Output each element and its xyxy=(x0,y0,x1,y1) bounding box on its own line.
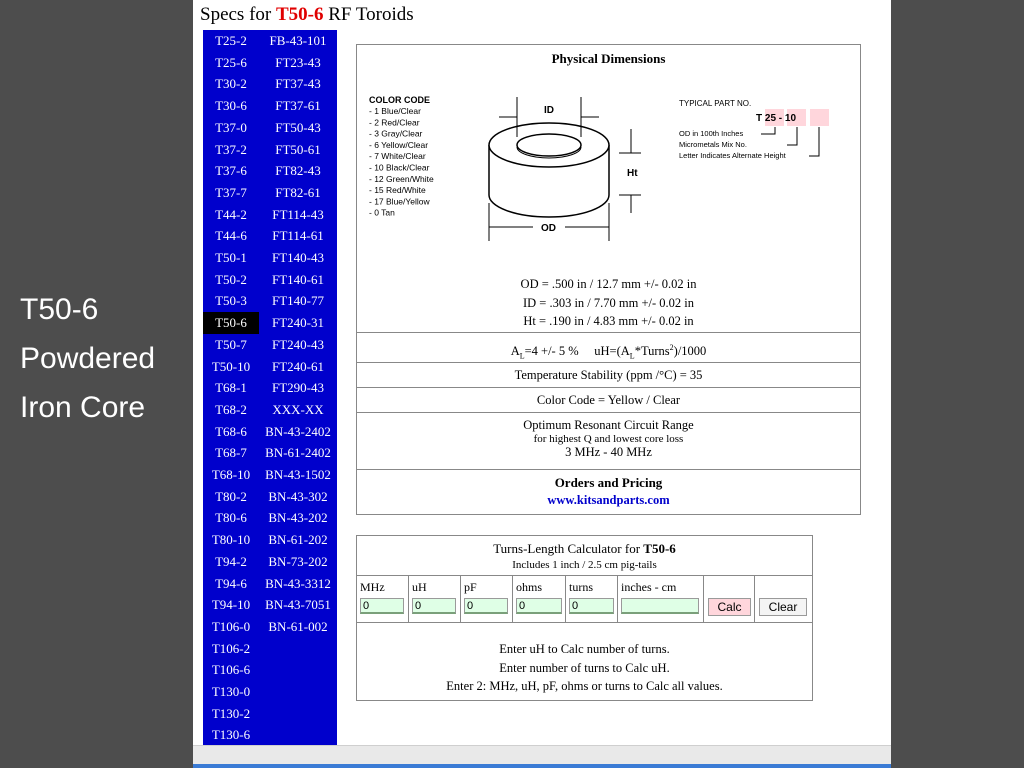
typical-part-title: TYPICAL PART NO. xyxy=(679,99,752,108)
nav-row xyxy=(203,247,337,269)
part-note-mix: Micrometals Mix No. xyxy=(679,140,747,149)
turns-label: turns xyxy=(569,580,593,594)
color-code-item: - 3 Gray/Clear xyxy=(369,128,423,139)
nav-link-t68-7[interactable]: T68-7 xyxy=(215,445,247,461)
nav-link-t50-3[interactable]: T50-3 xyxy=(215,293,247,309)
nav-row xyxy=(203,95,337,117)
nav-row xyxy=(203,377,337,399)
title-suffix: RF Toroids xyxy=(328,4,414,25)
nav-link-ft140-77[interactable]: FT140-77 xyxy=(272,293,324,309)
instruction-2: Enter number of turns to Calc uH. xyxy=(499,660,670,675)
nav-row xyxy=(203,117,337,139)
nav-row xyxy=(203,442,337,464)
uh-label: uH xyxy=(412,580,427,594)
nav-row xyxy=(203,225,337,247)
scrollbar-thumb[interactable] xyxy=(193,764,891,768)
nav-row xyxy=(203,182,337,204)
nav-link-bn-73-202[interactable]: BN-73-202 xyxy=(268,553,328,569)
nav-row xyxy=(203,399,337,421)
toroid-diagram xyxy=(357,45,860,275)
nav-row xyxy=(203,356,337,378)
uh-input[interactable] xyxy=(412,598,456,614)
caption-line-2: Powdered xyxy=(20,342,156,375)
nav-row xyxy=(203,616,337,638)
caption-line-1: T50-6 xyxy=(20,293,99,326)
ohms-label: ohms xyxy=(516,580,543,594)
pf-cell xyxy=(461,576,513,622)
color-code-item: - 6 Yellow/Clear xyxy=(369,139,429,150)
calculator-title: Turns-Length Calculator for T50-6 xyxy=(493,541,676,556)
nav-link-bn-61-2402[interactable]: BN-61-2402 xyxy=(265,445,331,461)
color-code-item: - 12 Green/White xyxy=(369,173,434,184)
mhz-input[interactable] xyxy=(360,598,404,614)
nav-row xyxy=(203,73,337,95)
clear-cell xyxy=(755,576,812,622)
typical-part-number: T 25 - 10 xyxy=(756,113,797,124)
nav-row xyxy=(203,659,337,681)
calculator-instructions xyxy=(357,640,812,696)
nav-link-t80-2[interactable]: T80-2 xyxy=(215,488,247,504)
nav-row xyxy=(203,507,337,529)
id-label: ID xyxy=(544,105,554,116)
nav-link-t68-10[interactable]: T68-10 xyxy=(211,467,251,482)
part-navigation xyxy=(203,30,337,746)
length-cell xyxy=(618,576,704,622)
nav-row xyxy=(203,52,337,74)
color-code-item: - 15 Red/White xyxy=(369,185,426,196)
clear-button[interactable]: Clear xyxy=(759,598,807,616)
nav-link-t25-2[interactable]: T25-2 xyxy=(215,33,247,48)
color-code-item: - 2 Red/Clear xyxy=(369,117,420,128)
nav-link-bn-61-002[interactable]: BN-61-002 xyxy=(268,618,328,634)
pf-input[interactable] xyxy=(464,598,508,614)
ht-label: Ht xyxy=(627,168,638,179)
nav-link-bn-43-1502[interactable]: BN-43-1502 xyxy=(265,467,331,482)
nav-link-bn-43-3312[interactable]: BN-43-3312 xyxy=(265,575,331,591)
kitsandparts-link[interactable]: www.kitsandparts.com xyxy=(547,493,670,507)
od-label: OD xyxy=(541,223,556,234)
nav-link-t37-0[interactable]: T37-0 xyxy=(215,119,247,135)
nav-row xyxy=(203,160,337,182)
nav-link-ft37-43[interactable]: FT37-43 xyxy=(275,76,321,92)
nav-row xyxy=(203,703,337,725)
nav-row xyxy=(203,724,337,746)
dim-ht: Ht = .190 in / 4.83 mm +/- 0.02 in xyxy=(523,314,694,328)
color-code-item: - 7 White/Clear xyxy=(369,151,426,162)
turns-length-calculator xyxy=(356,535,813,701)
dim-id: ID = .303 in / 7.70 mm +/- 0.02 in xyxy=(522,295,695,310)
nav-link-ft240-43[interactable]: FT240-43 xyxy=(272,336,324,352)
part-note-height: Letter Indicates Alternate Height xyxy=(679,151,786,160)
nav-link-t130-6[interactable]: T130-6 xyxy=(211,727,251,743)
nav-row xyxy=(203,421,337,443)
nav-row xyxy=(203,594,337,616)
nav-link-t68-6[interactable]: T68-6 xyxy=(215,423,247,439)
uh-cell xyxy=(409,576,461,622)
resonant-sub: for highest Q and lowest core loss xyxy=(533,433,684,445)
orders-row xyxy=(357,469,860,514)
nav-link-ft290-43[interactable]: FT290-43 xyxy=(272,380,324,396)
nav-link-t68-2[interactable]: T68-2 xyxy=(215,401,247,417)
nav-link-ft240-61[interactable]: FT240-61 xyxy=(272,358,324,374)
nav-link-bn-43-302[interactable]: BN-43-302 xyxy=(268,488,328,504)
nav-link-ft50-61[interactable]: FT50-61 xyxy=(275,141,321,157)
nav-row xyxy=(203,204,337,226)
nav-link-fb-43-101[interactable]: FB-43-101 xyxy=(269,33,327,48)
color-code-title: COLOR CODE xyxy=(369,95,431,105)
specs-panel xyxy=(356,44,861,515)
dimensions-block xyxy=(357,275,860,331)
nav-link-t130-2[interactable]: T130-2 xyxy=(211,705,251,721)
calc-cell xyxy=(704,576,755,622)
nav-link-ft82-43[interactable]: FT82-43 xyxy=(275,163,321,179)
nav-link-ft37-61[interactable]: FT37-61 xyxy=(275,98,321,114)
nav-link-ft140-43[interactable]: FT140-43 xyxy=(272,250,324,265)
resonant-title: Optimum Resonant Circuit Range xyxy=(523,418,694,432)
color-code-list xyxy=(369,106,434,218)
ohms-input[interactable] xyxy=(516,598,562,614)
nav-link-ft140-61[interactable]: FT140-61 xyxy=(272,271,324,287)
nav-row xyxy=(203,139,337,161)
slide-caption xyxy=(20,285,190,432)
length-input[interactable] xyxy=(621,598,699,614)
nav-link-t106-6[interactable]: T106-6 xyxy=(211,662,251,678)
nav-link-t44-6[interactable]: T44-6 xyxy=(215,228,247,244)
nav-row xyxy=(203,551,337,573)
part-note-od: OD in 100th Inches xyxy=(679,129,744,138)
nav-link-t30-2[interactable]: T30-2 xyxy=(215,76,247,92)
nav-row xyxy=(203,529,337,551)
nav-row xyxy=(203,573,337,595)
page-title xyxy=(200,4,414,26)
orders-title: Orders and Pricing xyxy=(554,475,663,490)
turns-cell xyxy=(566,576,618,622)
color-code-row: Color Code = Yellow / Clear xyxy=(357,387,860,412)
length-label: inches - cm xyxy=(621,580,677,594)
nav-row xyxy=(203,464,337,486)
nav-link-t80-10[interactable]: T80-10 xyxy=(211,532,251,548)
dim-od: OD = .500 in / 12.7 mm +/- 0.02 in xyxy=(520,277,697,291)
nav-link-t50-1[interactable]: T50-1 xyxy=(215,250,247,265)
nav-link-ft23-43[interactable]: FT23-43 xyxy=(275,54,321,70)
nav-row xyxy=(203,312,337,334)
nav-link-t37-2[interactable]: T37-2 xyxy=(215,141,247,157)
title-prefix: Specs for xyxy=(200,4,272,25)
nav-row xyxy=(203,334,337,356)
nav-link-bn-43-2402[interactable]: BN-43-2402 xyxy=(265,423,331,439)
nav-link-t37-7[interactable]: T37-7 xyxy=(215,184,247,200)
nav-link-bn-61-202[interactable]: BN-61-202 xyxy=(268,532,328,548)
browser-page xyxy=(193,0,891,768)
nav-link-ft114-61[interactable]: FT114-61 xyxy=(272,228,324,244)
calculator-subtitle: Includes 1 inch / 2.5 cm pig-tails xyxy=(512,559,657,571)
nav-link-ft114-43[interactable]: FT114-43 xyxy=(272,206,324,222)
nav-link-t50-6[interactable]: T50-6 xyxy=(203,312,259,334)
nav-link-t106-2[interactable]: T106-2 xyxy=(211,640,251,656)
al-row: $A_L=4$ +/- 5 % $uH=(A_L*Turns^2)/1000$ xyxy=(357,332,860,362)
nav-link-t106-0[interactable]: T106-0 xyxy=(211,618,251,634)
calculator-fields xyxy=(357,575,812,623)
title-part: T50-6 xyxy=(275,4,324,25)
nav-row xyxy=(203,486,337,508)
color-code-item: - 1 Blue/Clear xyxy=(369,106,421,116)
instruction-1: Enter uH to Calc number of turns. xyxy=(499,642,670,656)
ohms-cell xyxy=(513,576,566,622)
pf-label: pF xyxy=(464,580,477,594)
color-code-item: - 17 Blue/Yellow xyxy=(369,196,430,207)
resonant-range: 3 MHz - 40 MHz xyxy=(565,445,652,459)
nav-row xyxy=(203,290,337,312)
nav-link-bn-43-202[interactable]: BN-43-202 xyxy=(268,510,328,526)
nav-link-t37-6[interactable]: T37-6 xyxy=(215,163,247,179)
nav-link-ft82-61[interactable]: FT82-61 xyxy=(275,184,321,200)
toroid-drawing xyxy=(489,123,609,217)
caption-line-3: Iron Core xyxy=(20,391,146,424)
color-code-item: - 0 Tan xyxy=(369,207,395,218)
instruction-3: Enter 2: MHz, uH, pF, ohms or turns to Calc all values. xyxy=(446,679,723,693)
nav-link-t68-1[interactable]: T68-1 xyxy=(215,380,247,396)
horizontal-scrollbar[interactable] xyxy=(193,745,891,768)
temp-stability-row: Temperature Stability (ppm /°C) = 35 xyxy=(357,362,860,387)
nav-row xyxy=(203,638,337,660)
nav-link-t50-7[interactable]: T50-7 xyxy=(215,336,247,352)
nav-link-t94-2[interactable]: T94-2 xyxy=(215,553,247,569)
nav-row xyxy=(203,681,337,703)
nav-row xyxy=(203,269,337,291)
calc-button[interactable]: Calc xyxy=(708,598,751,616)
dimension-lines xyxy=(489,97,641,241)
nav-link-ft50-43[interactable]: FT50-43 xyxy=(275,119,321,135)
nav-row xyxy=(203,30,337,52)
nav-link-t94-6[interactable]: T94-6 xyxy=(215,575,247,591)
part-box-3 xyxy=(810,109,829,126)
nav-link-t25-6[interactable]: T25-6 xyxy=(215,54,247,70)
nav-link-t50-2[interactable]: T50-2 xyxy=(215,271,247,287)
physical-dimensions-heading: Physical Dimensions xyxy=(551,51,666,66)
nav-link-bn-43-7051[interactable]: BN-43-7051 xyxy=(265,597,331,613)
nav-link-t94-10[interactable]: T94-10 xyxy=(211,597,251,613)
resonant-range-row xyxy=(357,412,860,469)
nav-link-t80-6[interactable]: T80-6 xyxy=(215,510,247,526)
nav-link-t44-2[interactable]: T44-2 xyxy=(215,206,247,222)
nav-link-xxx-xx[interactable]: XXX-XX xyxy=(272,401,324,417)
color-code-item: - 10 Black/Clear xyxy=(369,162,430,173)
turns-input[interactable] xyxy=(569,598,614,614)
nav-link-t30-6[interactable]: T30-6 xyxy=(215,98,247,114)
mhz-cell xyxy=(357,576,409,622)
nav-link-ft240-31[interactable]: FT240-31 xyxy=(272,315,324,331)
mhz-label: MHz xyxy=(360,580,385,594)
nav-link-t50-10[interactable]: T50-10 xyxy=(211,358,251,374)
nav-link-t130-0[interactable]: T130-0 xyxy=(211,684,251,699)
